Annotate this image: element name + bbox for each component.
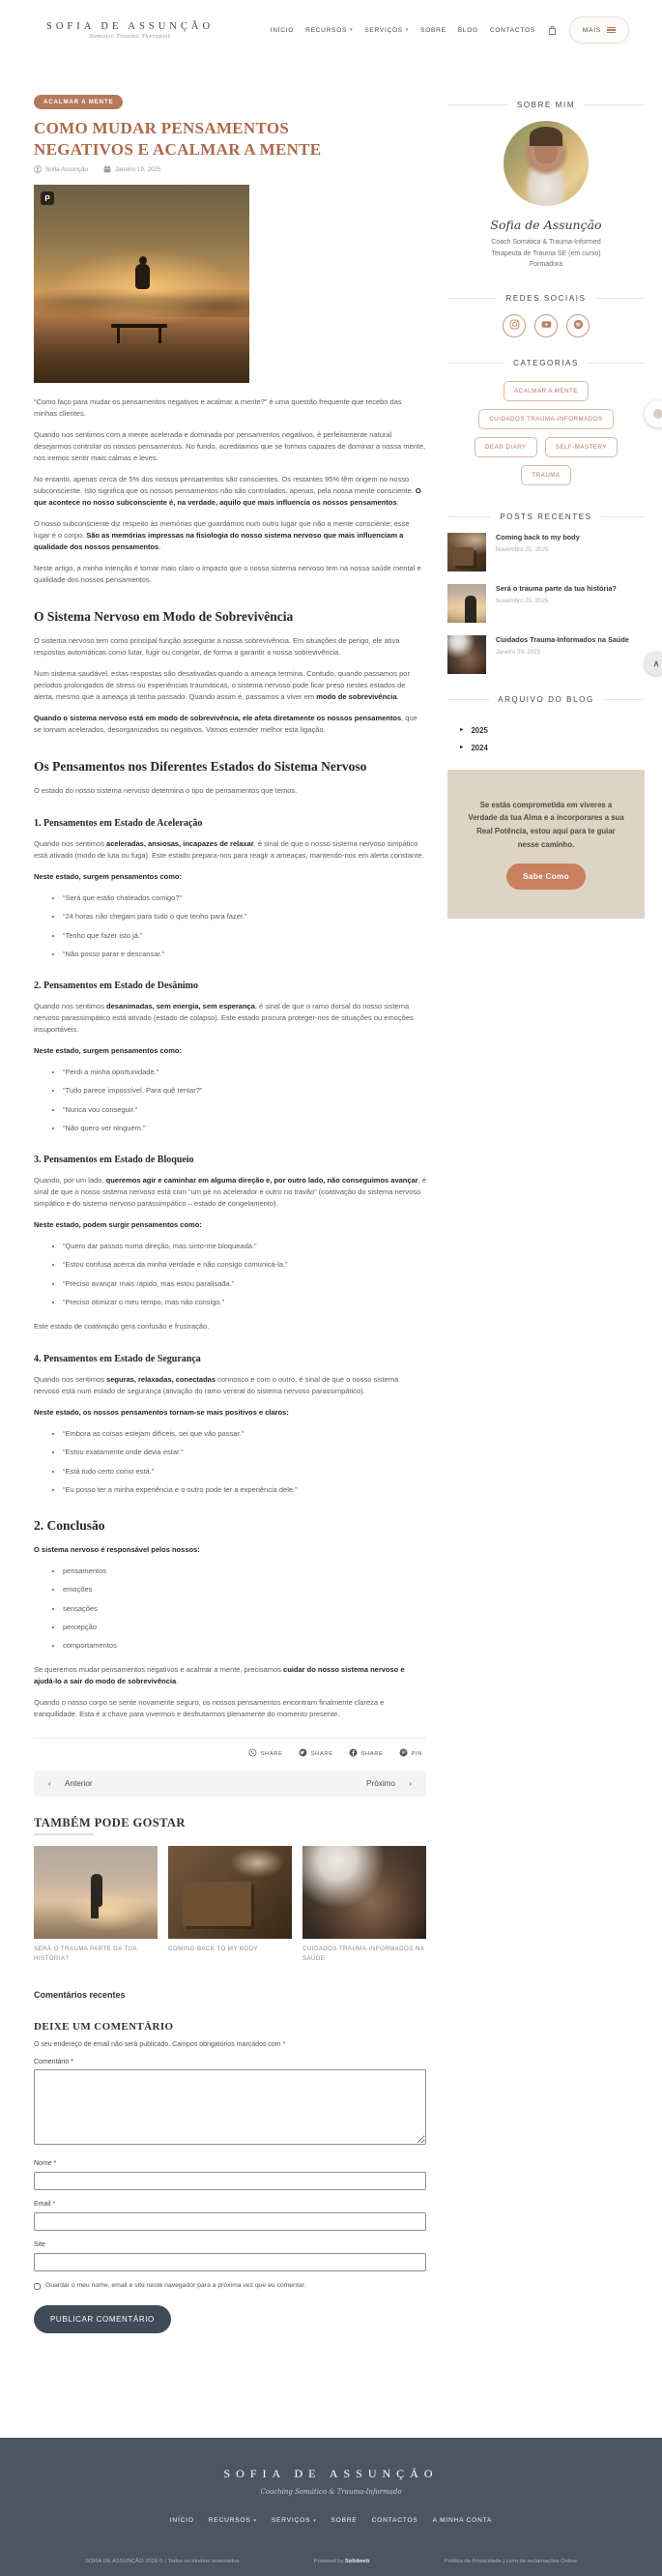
chevron-up-icon: ∧ bbox=[652, 658, 660, 668]
about-heading: SOBRE MIM bbox=[447, 101, 645, 109]
nav-item-início[interactable] bbox=[271, 27, 294, 34]
site-logo[interactable] bbox=[46, 21, 214, 40]
archive-heading: ARQUIVO DO BLOG bbox=[447, 695, 645, 704]
share-label: SHARE bbox=[260, 1750, 283, 1757]
category-pill[interactable]: DEAR DIARY bbox=[475, 437, 537, 457]
article-list bbox=[34, 1566, 426, 1651]
article-paragraph: Este estado de coativação gera confusão e frustração. bbox=[34, 1322, 210, 1332]
article-list-item: • pensamentos bbox=[63, 1566, 426, 1576]
post-meta bbox=[34, 165, 426, 173]
sidebar-author-bio bbox=[447, 237, 645, 271]
article-list bbox=[34, 893, 426, 959]
recent-posts-heading: POSTS RECENTES bbox=[447, 512, 645, 521]
related-card-title: SERÁ O TRAUMA PARTE DA TUA HISTÓRIA? bbox=[34, 1946, 137, 1962]
cta-button[interactable]: Sabe Como bbox=[506, 864, 586, 890]
instagram-icon bbox=[509, 317, 520, 335]
chevron-down-icon: ▾ bbox=[313, 2517, 317, 2524]
nav-item-blog[interactable] bbox=[458, 27, 478, 34]
avatar bbox=[504, 121, 589, 206]
youtube-link[interactable] bbox=[534, 314, 558, 337]
article-heading: O Sistema Nervoso em Modo de Sobrevivência bbox=[34, 609, 294, 625]
date-meta bbox=[103, 165, 161, 173]
whatsapp-share-button[interactable] bbox=[248, 1748, 283, 1759]
article-paragraph: Quando nos sentimos com a mente acelerada e dominada por pensamentos negativos, é perfeitamente natural desejarmos controlar os nossos pensamentos. No fundo, acreditamos que se formos capazes de dominar a nossa mente, nos iremos sentir mais calmas e leves. bbox=[34, 430, 426, 463]
article-paragraph: Neste estado, os nossos pensamentos tornam-se mais positivos e claros: bbox=[34, 1408, 289, 1418]
chevron-down-icon: ▾ bbox=[405, 27, 410, 33]
footer-nav-label: SOBRE bbox=[331, 2517, 358, 2525]
article-paragraph: Quando, por um lado, queremos agir e caminhar em alguma direção e, por outro lado, não conseguimos avançar, é sinal de que o nosso sistema nervoso está com “um pé no acelerador e outro no travão” (coativação do sistema nervoso simpático e do sistema nervoso parassimpático – estado de congelamento). bbox=[34, 1176, 426, 1209]
related-cards bbox=[34, 1846, 426, 1963]
whatsapp-icon bbox=[248, 1748, 257, 1759]
article-list-item: • “Quero dar passos numa direção, mas sinto-me bloqueada.” bbox=[63, 1241, 426, 1251]
article-list-item: • “Tudo parece impossível. Para quê tentar?” bbox=[63, 1085, 426, 1096]
bio-line: Formadora bbox=[529, 261, 563, 269]
related-card[interactable] bbox=[34, 1846, 158, 1963]
twitter-share-button[interactable] bbox=[299, 1748, 333, 1759]
triangle-right-icon: ► bbox=[459, 727, 465, 734]
article-heading: Os Pensamentos nos Diferentes Estados do Sistema Nervoso bbox=[34, 759, 367, 775]
category-pill[interactable]: ACALMAR A MENTE bbox=[504, 381, 589, 401]
recent-post-title: Cuidados Trauma-Informados na Saúde bbox=[496, 634, 629, 644]
post-title: COMO MUDAR PENSAMENTOS NEGATIVOS E ACALMAR A MENTE bbox=[34, 119, 322, 160]
related-card-title: COMING BACK TO MY BODY bbox=[168, 1946, 259, 1953]
save-info-label: Guardar o meu nome, email e site neste navegador para a próxima vez que eu comentar. bbox=[45, 2282, 306, 2290]
article-list-item: • “Estou confusa acerca da minha verdade e não consigo comunicá-la.” bbox=[63, 1259, 426, 1270]
article-list-item: • “Nunca vou conseguir.” bbox=[63, 1104, 426, 1115]
nav-item-sobre[interactable] bbox=[420, 27, 446, 34]
footer-nav-label: INÍCIO bbox=[169, 2517, 194, 2525]
related-underline bbox=[34, 1833, 94, 1835]
footer-tagline: Coaching Somático & Trauma-Informado bbox=[260, 2488, 402, 2497]
recent-posts bbox=[447, 533, 645, 674]
recent-post-title: Coming back to my body bbox=[496, 532, 580, 542]
nav-item-label: CONTACTOS bbox=[489, 26, 535, 34]
category-badge[interactable]: ACALMAR A MENTE bbox=[34, 95, 123, 109]
article-list-item: • comportamentos bbox=[63, 1640, 426, 1651]
comments-section bbox=[34, 1990, 426, 2438]
author-icon bbox=[34, 165, 42, 173]
related-heading: TAMBÉM PODE GOSTAR bbox=[34, 1816, 186, 1830]
youtube-icon bbox=[541, 317, 552, 335]
footer-copyright: SOFIA DE ASSUNÇÃO 2026 © | Todos os direitos reservados bbox=[85, 2559, 240, 2565]
article-paragraph: Quando nos sentimos seguras, relaxadas, conectadas connosco e com o outro, é sinal de que o nosso sistema nervoso está num estado de segurança (ativação do ramo ventral do sistema nervoso parassimpático). bbox=[34, 1375, 399, 1396]
category-pill[interactable]: TRAUMA bbox=[521, 465, 570, 485]
share-label: PIN bbox=[411, 1750, 422, 1757]
next-post-link[interactable] bbox=[366, 1779, 412, 1788]
article-list-item: • “Embora as coisas estejam difíceis, sei que vão passar.” bbox=[63, 1428, 426, 1439]
footer-nav-item-recursos[interactable] bbox=[209, 2517, 257, 2524]
more-button[interactable] bbox=[569, 16, 629, 44]
email-field[interactable] bbox=[34, 2212, 426, 2231]
name-label: Nome * bbox=[34, 2160, 57, 2168]
main-nav bbox=[271, 27, 535, 34]
related-card-thumbnail bbox=[34, 1846, 158, 1939]
category-list bbox=[447, 379, 645, 489]
recent-post-title: Será o trauma parte da tua história? bbox=[496, 583, 617, 593]
main-layout bbox=[0, 60, 662, 2438]
archive-year-label: 2024 bbox=[471, 743, 488, 752]
comment-form-heading: DEIXE UM COMENTÁRIO bbox=[34, 2021, 174, 2034]
site-field[interactable] bbox=[34, 2253, 426, 2271]
recent-post-text bbox=[496, 533, 580, 553]
nav-item-label: INÍCIO bbox=[270, 26, 295, 34]
article-paragraph: Neste estado, podem surgir pensamentos como: bbox=[34, 1220, 202, 1230]
recent-post-item[interactable] bbox=[447, 584, 645, 623]
prev-post-link[interactable] bbox=[48, 1779, 93, 1788]
footer-nav-item-serviços[interactable] bbox=[272, 2517, 317, 2524]
footer-nav-label: A MINHA CONTA bbox=[432, 2517, 493, 2525]
footer-legal bbox=[0, 2559, 662, 2564]
article-heading: 2. Conclusão bbox=[34, 1518, 105, 1534]
calendar-icon bbox=[103, 165, 111, 173]
article-paragraph: Se queremos mudar pensamentos negativos e acalmar a mente, precisamos cuidar do nosso sistema nervoso e ajudá-lo a sair do modo de sobrevivência. bbox=[34, 1665, 405, 1686]
prev-label: Anterior bbox=[64, 1779, 93, 1789]
article-heading: 2. Pensamentos em Estado de Desânimo bbox=[34, 981, 198, 992]
article-list-item: • “24 horas não chegam para tudo o que tenho para fazer.” bbox=[63, 911, 426, 922]
footer-nav-item-a-minha-conta[interactable] bbox=[433, 2517, 493, 2524]
article-list-item: • “Será que estão chateados comigo?” bbox=[63, 893, 426, 903]
article-list-item: • “Eu posso ter a minha experiência e o outro pode ter a experiência dele.” bbox=[63, 1484, 426, 1495]
instagram-link[interactable] bbox=[503, 314, 526, 337]
person-silhouette bbox=[135, 256, 151, 295]
recent-post-date: Novembro 25, 2025 bbox=[496, 545, 549, 553]
header-right bbox=[271, 16, 629, 44]
recent-post-date: Novembro 25, 2025 bbox=[496, 597, 549, 604]
site-logo-tagline: Somatic Trauma Therapist bbox=[89, 33, 171, 40]
pin-save-icon[interactable]: P bbox=[41, 191, 54, 205]
bio-line: Terapeuta de Trauma SE (em curso) bbox=[491, 249, 601, 257]
footer-policies[interactable]: Política de Privacidade | Livro de reclamações Online bbox=[444, 2559, 577, 2565]
article-list-item: • “Preciso otimizar o meu tempo, mas não consigo.” bbox=[63, 1297, 426, 1307]
article-heading: 4. Pensamentos em Estado de Segurança bbox=[34, 1354, 201, 1365]
archive-year-2025[interactable] bbox=[459, 726, 645, 735]
nav-item-label: SOBRE bbox=[420, 26, 446, 34]
article-list-item: • sensações bbox=[63, 1603, 426, 1614]
facebook-icon bbox=[349, 1748, 358, 1759]
facebook-share-button[interactable] bbox=[349, 1748, 384, 1759]
footer-nav-label: RECURSOS bbox=[208, 2517, 251, 2525]
footer-nav-label: SERVIÇOS bbox=[271, 2517, 311, 2525]
cta-text: Se estás comprometida em viveres a Verdade da tua Alma e a incorporares a sua Real Potência, estou aqui para te guiar nesse caminho. bbox=[468, 800, 624, 849]
spotify-link[interactable] bbox=[566, 314, 590, 337]
article-heading: 3. Pensamentos em Estado de Bloqueio bbox=[34, 1155, 194, 1166]
pinterest-share-button[interactable] bbox=[399, 1748, 422, 1759]
cta-box bbox=[447, 770, 645, 920]
related-card-title: CUIDADOS TRAUMA-INFORMADOS NA SAÚDE bbox=[302, 1946, 424, 1962]
powered-prefix: Powered by bbox=[313, 2559, 344, 2565]
share-label: SHARE bbox=[360, 1750, 384, 1757]
bench-silhouette bbox=[111, 324, 167, 328]
footer-nav bbox=[0, 2517, 662, 2524]
article-list bbox=[34, 1241, 426, 1307]
hero-image bbox=[34, 185, 249, 383]
recent-post-item[interactable] bbox=[447, 533, 645, 571]
related-card[interactable] bbox=[302, 1846, 426, 1963]
scroll-to-top-button[interactable] bbox=[645, 652, 662, 675]
bio-line: Coach Somática & Trauma-Informed bbox=[491, 239, 601, 246]
related-card-thumbnail bbox=[302, 1846, 426, 1939]
more-button-label: MAIS bbox=[582, 26, 601, 34]
chevron-left-icon: ‹ bbox=[48, 1779, 51, 1789]
edge-widget-icon bbox=[653, 409, 662, 419]
nav-item-serviços[interactable] bbox=[364, 27, 409, 34]
comment-label: Comentário * bbox=[34, 2059, 73, 2066]
article-list-item: • “Não posso parar e descansar.” bbox=[63, 949, 426, 959]
email-label: Email * bbox=[34, 2201, 56, 2209]
article-paragraph: O nosso subconsciente diz respeito às memórias que guardámos num outro lugar que não a mente consciente; esse lugar é o corpo. São as memórias impressas na fisiologia do nosso sistema nervoso que mais influenciam a qualidade dos nossos pensamentos. bbox=[34, 519, 410, 552]
article-paragraph: Quando nos sentimos desanimadas, sem energia, sem esperança, é sinal de que o ramo dorsal do nosso sistema nervoso parassimpático está ativado (estado de colapso). Este estado procura proteger-nos de situações ou emoções insuportáveis. bbox=[34, 1002, 414, 1035]
triangle-right-icon: ► bbox=[459, 745, 465, 751]
category-pill[interactable]: SELF-MASTERY bbox=[545, 437, 618, 457]
article-list-item: • “Preciso avançar mais rápido, mas estou paralisada.” bbox=[63, 1278, 426, 1289]
twitter-icon bbox=[299, 1748, 307, 1759]
article-paragraph: Neste artigo, a minha intenção é tornar mais claro o impacto que o nosso sistema nervoso tem na nossa saúde mental e qualidade dos nossos pensamentos. bbox=[34, 564, 421, 585]
recent-post-text bbox=[496, 635, 629, 656]
footer-powered bbox=[314, 2559, 370, 2564]
hamburger-icon bbox=[607, 25, 616, 35]
article-paragraph: “Como faço para mudar os pensamentos negativos e acalmar a mente?” é uma questão frequente que recebo das minhas clientes. bbox=[34, 397, 402, 419]
sidebar bbox=[447, 91, 645, 2438]
post-pager bbox=[34, 1771, 426, 1797]
recent-post-thumbnail bbox=[447, 635, 486, 674]
recent-post-thumbnail bbox=[447, 584, 486, 623]
about-widget bbox=[447, 101, 645, 271]
author-name: Sofia Assunção bbox=[45, 165, 89, 173]
article-list-item: • “Perdi a minha oportunidade.” bbox=[63, 1067, 426, 1077]
article-paragraph: O sistema nervoso tem como principal função assegurar a nossa sobrevivência. Em situações de perigo, ele ativa respostas automáticas como lutar, fugir ou congelar, de forma a garantir a nossa sobrevivência. bbox=[34, 636, 400, 658]
article-paragraph: Quando o nosso corpo se sente novamente seguro, os nossos pensamentos encontram finalmente clareza e tranquilidade. Esta é a chave para vivermos e desfrutarmos plenamente do momento presente. bbox=[34, 1698, 385, 1719]
socials-heading: REDES SOCIAIS bbox=[447, 294, 645, 303]
related-card-thumbnail bbox=[168, 1846, 292, 1939]
nav-item-label: SERVIÇOS bbox=[364, 26, 403, 34]
nav-item-label: RECURSOS bbox=[305, 26, 348, 34]
share-label: SHARE bbox=[310, 1750, 333, 1757]
article-paragraph: Neste estado, surgem pensamentos como: bbox=[34, 872, 182, 882]
category-pill[interactable]: CUIDADOS TRAUMA-INFORMADOS bbox=[478, 409, 613, 429]
site-logo-text: SOFIA DE ASSUNÇÃO bbox=[46, 20, 215, 32]
powered-brand[interactable]: Solidweb bbox=[344, 2559, 370, 2565]
author-meta bbox=[34, 165, 88, 173]
article-heading: 1. Pensamentos em Estado de Aceleração bbox=[34, 818, 203, 830]
article-paragraph: No entanto, apenas cerca de 5% dos nossos pensamentos são conscientes. Os restantes 95% têm origem no nosso subconsciente. Isto significa que os nossos pensamentos não são controlados, apenas, pela nossa mente consciente. O que acontece no nosso subconsciente é, na verdade, aquilo que mais influencia os nossos pensamentos. bbox=[34, 475, 421, 508]
article-paragraph: Quando o sistema nervoso está em modo de sobrevivência, ele afeta diretamente os nossos pensamentos, que se tornam acelerados, desorganizados ou negativos. Vamos entender melhor esta ligação. bbox=[34, 714, 417, 735]
site-header bbox=[0, 0, 662, 60]
post-date: Janeiro 19, 2025 bbox=[115, 165, 161, 173]
social-links bbox=[447, 314, 645, 337]
blog-archive bbox=[447, 716, 645, 752]
article-list-item: • “Não quero ver ninguém.” bbox=[63, 1123, 426, 1133]
article-paragraph: Neste estado, surgem pensamentos como: bbox=[34, 1046, 182, 1056]
archive-year-2024[interactable] bbox=[459, 744, 645, 752]
article-list bbox=[34, 1428, 426, 1495]
recent-post-thumbnail bbox=[447, 533, 486, 571]
nav-item-recursos[interactable] bbox=[305, 27, 353, 34]
article-list-item: • emoções bbox=[63, 1584, 426, 1595]
nav-item-label: BLOG bbox=[457, 26, 478, 34]
share-row bbox=[34, 1748, 422, 1759]
footer-nav-label: CONTACTOS bbox=[371, 2517, 418, 2525]
recent-post-text bbox=[496, 584, 617, 604]
save-info-checkbox[interactable] bbox=[34, 2283, 41, 2290]
next-label: Próximo bbox=[366, 1779, 396, 1789]
shopping-bag-icon[interactable] bbox=[547, 25, 558, 36]
name-field[interactable] bbox=[34, 2172, 426, 2190]
article-list-item: • percepção bbox=[63, 1622, 426, 1632]
archive-year-label: 2025 bbox=[471, 725, 488, 735]
spotify-icon bbox=[573, 317, 584, 335]
article-paragraph: Num sistema saudável, estas respostas são desativadas quando a ameaça termina. Contudo, quando passamos por períodos prolongados de stress ou experiências traumáticas, o sistema nervoso pode ficar preso nestes estados de alerta, mesmo que a ameaça já tenha passado. Quando assim é, passamos a viver em modo de sobrevivência. bbox=[34, 669, 410, 702]
article-body bbox=[34, 396, 426, 1720]
related-card[interactable] bbox=[168, 1846, 292, 1963]
chevron-down-icon: ▾ bbox=[350, 27, 354, 33]
site-footer bbox=[0, 2438, 662, 2576]
recent-comments-heading: Comentários recentes bbox=[34, 1990, 126, 2001]
article-paragraph: O sistema nervoso é responsável pelos nossos: bbox=[34, 1545, 200, 1555]
recent-post-item[interactable] bbox=[447, 635, 645, 674]
comment-textarea[interactable] bbox=[34, 2069, 426, 2145]
nav-item-contactos[interactable] bbox=[490, 27, 535, 34]
pinterest-icon bbox=[399, 1748, 408, 1759]
article-column bbox=[34, 91, 426, 2438]
categories-heading: CATEGORIAS bbox=[447, 359, 645, 367]
footer-logo: SOFIA DE ASSUNÇÃO bbox=[223, 2467, 439, 2481]
footer-nav-item-sobre[interactable] bbox=[331, 2517, 358, 2524]
article-list bbox=[34, 1067, 426, 1133]
article-divider bbox=[34, 1738, 426, 1739]
article-list-item: • “Estou exatamente onde devia estar.” bbox=[63, 1447, 426, 1457]
sidebar-author-name: Sofia de Assunção bbox=[490, 218, 602, 232]
publish-comment-button[interactable]: PUBLICAR COMENTÁRIO bbox=[34, 2305, 171, 2333]
article-list-item: • “Está tudo certo como está.” bbox=[63, 1466, 426, 1477]
recent-post-date: Janeiro 29, 2025 bbox=[496, 648, 541, 656]
footer-nav-item-contactos[interactable] bbox=[372, 2517, 418, 2524]
article-paragraph: O estado do nosso sistema nervoso determina o tipo de pensamentos que temos. bbox=[34, 786, 298, 796]
footer-nav-item-início[interactable] bbox=[170, 2517, 194, 2524]
article-paragraph: Quando nos sentimos aceleradas, ansiosas, incapazes de relaxar, é sinal de que o nosso sistema nervoso simpático está ativado (modo de luta ou fuga). Este estado prepara-nos para reagir a ameaças, mantendo-nos em alerta constante. bbox=[34, 839, 424, 861]
site-label: Site bbox=[34, 2241, 46, 2249]
related-posts bbox=[34, 1816, 426, 1963]
comment-form-note: O seu endereço de email não será publicado. Campos obrigatórios marcados com * bbox=[34, 2041, 286, 2049]
save-info-row bbox=[34, 2282, 426, 2290]
chevron-down-icon: ▾ bbox=[253, 2517, 257, 2524]
chevron-right-icon: › bbox=[409, 1779, 412, 1789]
article-list-item: • “Tenho que fazer isto já.” bbox=[63, 930, 426, 941]
